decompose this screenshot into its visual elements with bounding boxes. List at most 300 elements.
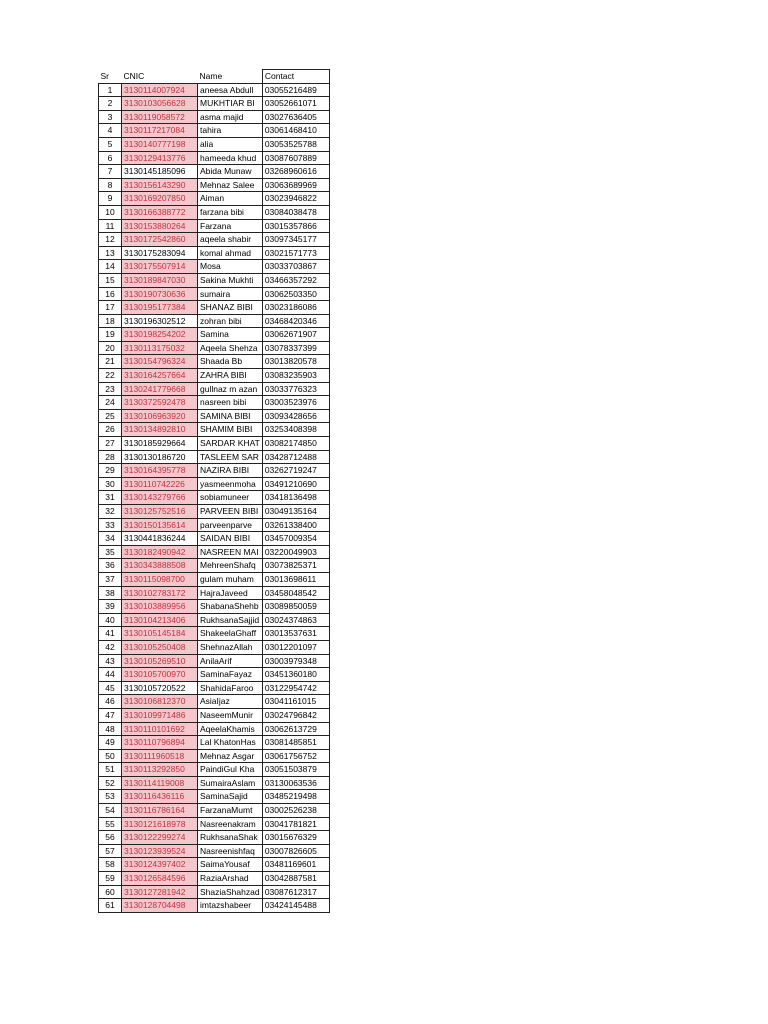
cell-cnic: 3130106812370 [122, 695, 198, 709]
table-row [99, 409, 330, 423]
header-cnic: CNIC [122, 70, 198, 84]
cell-sr: 35 [99, 545, 122, 559]
cell-sr: 10 [99, 205, 122, 219]
cell-name: NAZIRA BIBI [198, 464, 263, 478]
cell-name: SHAMIM BIBI [198, 423, 263, 437]
cell-sr: 18 [99, 314, 122, 328]
cell-contact: 03002526238 [262, 804, 329, 818]
table-row [99, 858, 330, 872]
cell-contact: 03466357292 [262, 273, 329, 287]
header-name: Name [198, 70, 263, 84]
table-row [99, 124, 330, 138]
cell-sr: 21 [99, 355, 122, 369]
header-row [99, 70, 330, 84]
table-row [99, 137, 330, 151]
cell-cnic: 3130116786164 [122, 804, 198, 818]
cell-name: gulam muham [198, 572, 263, 586]
table-row [99, 110, 330, 124]
cell-contact: 03062671907 [262, 328, 329, 342]
cell-cnic: 3130113175032 [122, 341, 198, 355]
cell-cnic: 3130110742226 [122, 477, 198, 491]
cell-sr: 32 [99, 505, 122, 519]
cell-cnic: 3130140777198 [122, 137, 198, 151]
cell-sr: 51 [99, 763, 122, 777]
cell-sr: 4 [99, 124, 122, 138]
cell-name: farzana bibi [198, 205, 263, 219]
cell-contact: 03012201097 [262, 640, 329, 654]
cell-sr: 52 [99, 776, 122, 790]
cell-sr: 27 [99, 437, 122, 451]
cell-contact: 03053525788 [262, 137, 329, 151]
cell-sr: 9 [99, 192, 122, 206]
cell-sr: 59 [99, 872, 122, 886]
cell-sr: 38 [99, 586, 122, 600]
cell-name: AqeelaKhamis [198, 722, 263, 736]
cell-name: RaziaArshad [198, 872, 263, 886]
cell-cnic: 3130185929664 [122, 437, 198, 451]
cell-name: AsiaIjaz [198, 695, 263, 709]
table-row [99, 192, 330, 206]
table-row [99, 273, 330, 287]
cell-name: ShakeelaGhaff [198, 627, 263, 641]
cell-sr: 31 [99, 491, 122, 505]
cell-cnic: 3130111960518 [122, 749, 198, 763]
table-row [99, 722, 330, 736]
cell-cnic: 3130134892810 [122, 423, 198, 437]
cell-cnic: 3130372592478 [122, 396, 198, 410]
cell-sr: 29 [99, 464, 122, 478]
cell-contact: 03457009354 [262, 532, 329, 546]
cell-cnic: 3130105720522 [122, 681, 198, 695]
cell-name: aqeela shabir [198, 233, 263, 247]
cell-sr: 8 [99, 178, 122, 192]
cell-sr: 34 [99, 532, 122, 546]
cell-name: Mehnaz Asgar [198, 749, 263, 763]
cell-name: SaminaSajid [198, 790, 263, 804]
cell-cnic: 3130164257664 [122, 369, 198, 383]
cell-cnic: 3130104213406 [122, 613, 198, 627]
cell-name: RukhsanaSajjid [198, 613, 263, 627]
cell-cnic: 3130156143290 [122, 178, 198, 192]
table-row [99, 532, 330, 546]
cell-sr: 50 [99, 749, 122, 763]
table-row [99, 233, 330, 247]
cell-name: Abida Munaw [198, 165, 263, 179]
header-sr: Sr [99, 70, 122, 84]
cell-contact: 03262719247 [262, 464, 329, 478]
table-row [99, 423, 330, 437]
cell-sr: 33 [99, 518, 122, 532]
table-row [99, 505, 330, 519]
table-row [99, 872, 330, 886]
cell-contact: 03041781821 [262, 817, 329, 831]
cell-name: SumairaAslam [198, 776, 263, 790]
table-row [99, 464, 330, 478]
cell-cnic: 3130441836244 [122, 532, 198, 546]
cell-name: SAIDAN BIBI [198, 532, 263, 546]
cell-sr: 15 [99, 273, 122, 287]
cell-name: Farzana [198, 219, 263, 233]
cell-name: sobiamuneer [198, 491, 263, 505]
cell-sr: 49 [99, 736, 122, 750]
table-row [99, 776, 330, 790]
cell-contact: 03078337399 [262, 341, 329, 355]
table-row [99, 885, 330, 899]
table-row [99, 396, 330, 410]
cell-cnic: 3130124397402 [122, 858, 198, 872]
table-body [99, 83, 330, 912]
cell-contact: 03007826605 [262, 844, 329, 858]
table-row [99, 314, 330, 328]
cell-sr: 57 [99, 844, 122, 858]
cell-sr: 41 [99, 627, 122, 641]
cell-sr: 45 [99, 681, 122, 695]
cell-name: sumaira [198, 287, 263, 301]
cell-contact: 03042887581 [262, 872, 329, 886]
cell-cnic: 3130110796894 [122, 736, 198, 750]
table-header [99, 70, 330, 84]
cell-sr: 3 [99, 110, 122, 124]
cell-cnic: 3130130186720 [122, 450, 198, 464]
cell-sr: 23 [99, 382, 122, 396]
cell-sr: 12 [99, 233, 122, 247]
cell-sr: 46 [99, 695, 122, 709]
table-row [99, 749, 330, 763]
cell-contact: 03052661071 [262, 97, 329, 111]
cell-cnic: 3130117217084 [122, 124, 198, 138]
cell-contact: 03023946822 [262, 192, 329, 206]
cell-contact: 03013820578 [262, 355, 329, 369]
table-row [99, 491, 330, 505]
cell-contact: 03087607889 [262, 151, 329, 165]
cell-contact: 03458048542 [262, 586, 329, 600]
cell-sr: 1 [99, 83, 122, 97]
table-row [99, 437, 330, 451]
cell-name: imtazshabeer [198, 899, 263, 913]
cell-contact: 03083235903 [262, 369, 329, 383]
cell-name: SaimaYousaf [198, 858, 263, 872]
cell-sr: 36 [99, 559, 122, 573]
cell-contact: 03468420346 [262, 314, 329, 328]
table-row [99, 178, 330, 192]
cell-cnic: 3130125752516 [122, 505, 198, 519]
table-row [99, 831, 330, 845]
cell-sr: 16 [99, 287, 122, 301]
table-row [99, 627, 330, 641]
cell-sr: 7 [99, 165, 122, 179]
cell-name: alia [198, 137, 263, 151]
cell-name: nasreen bibi [198, 396, 263, 410]
cell-name: Shaada Bb [198, 355, 263, 369]
cell-contact: 03481169601 [262, 858, 329, 872]
cell-contact: 03003979348 [262, 654, 329, 668]
cell-cnic: 3130143279766 [122, 491, 198, 505]
cell-contact: 03024374863 [262, 613, 329, 627]
cell-contact: 03122954742 [262, 681, 329, 695]
table-row [99, 572, 330, 586]
cell-name: SHANAZ BIBI [198, 301, 263, 315]
cell-contact: 03485219498 [262, 790, 329, 804]
table-row [99, 97, 330, 111]
table-row [99, 341, 330, 355]
table-row [99, 369, 330, 383]
table-row [99, 260, 330, 274]
cell-cnic: 3130105269510 [122, 654, 198, 668]
cell-contact: 03033703867 [262, 260, 329, 274]
cell-contact: 03424145488 [262, 899, 329, 913]
cell-contact: 03055216489 [262, 83, 329, 97]
table-row [99, 205, 330, 219]
table-row [99, 613, 330, 627]
cell-sr: 47 [99, 708, 122, 722]
cell-name: AnilaArif [198, 654, 263, 668]
cell-sr: 26 [99, 423, 122, 437]
cell-sr: 60 [99, 885, 122, 899]
cell-cnic: 3130169207850 [122, 192, 198, 206]
cell-contact: 03015357866 [262, 219, 329, 233]
cell-contact: 03051503879 [262, 763, 329, 777]
cell-contact: 03253408398 [262, 423, 329, 437]
cell-sr: 54 [99, 804, 122, 818]
cell-name: yasmeenmoha [198, 477, 263, 491]
cell-contact: 03063689969 [262, 178, 329, 192]
table-row [99, 668, 330, 682]
table-row [99, 600, 330, 614]
cell-name: Nasreenishfaq [198, 844, 263, 858]
cell-name: gullnaz m azan [198, 382, 263, 396]
cell-name: RukhsanaShak [198, 831, 263, 845]
cell-cnic: 3130241779668 [122, 382, 198, 396]
cell-cnic: 3130129413776 [122, 151, 198, 165]
cell-name: PaindiGul Kha [198, 763, 263, 777]
cell-sr: 40 [99, 613, 122, 627]
table-row [99, 899, 330, 913]
cell-sr: 58 [99, 858, 122, 872]
cell-cnic: 3130175507914 [122, 260, 198, 274]
cell-name: parveenparve [198, 518, 263, 532]
cell-cnic: 3130164395778 [122, 464, 198, 478]
cell-cnic: 3130109971486 [122, 708, 198, 722]
cell-sr: 37 [99, 572, 122, 586]
cell-sr: 13 [99, 246, 122, 260]
cell-cnic: 3130113292850 [122, 763, 198, 777]
cell-name: PARVEEN BIBI [198, 505, 263, 519]
cell-cnic: 3130105250408 [122, 640, 198, 654]
cell-contact: 03130063536 [262, 776, 329, 790]
cell-name: Mosa [198, 260, 263, 274]
cell-name: ShabanaShehb [198, 600, 263, 614]
cell-contact: 03061756752 [262, 749, 329, 763]
cell-cnic: 3130198254202 [122, 328, 198, 342]
table-row [99, 681, 330, 695]
table-row [99, 287, 330, 301]
cell-name: ZAHRA BIBI [198, 369, 263, 383]
cell-name: Aqeela Shehza [198, 341, 263, 355]
cell-contact: 03093428656 [262, 409, 329, 423]
cell-cnic: 3130122299274 [122, 831, 198, 845]
cell-name: ShahidaFaroo [198, 681, 263, 695]
cell-sr: 2 [99, 97, 122, 111]
cell-contact: 03033776323 [262, 382, 329, 396]
table-row [99, 328, 330, 342]
cell-cnic: 3130154796324 [122, 355, 198, 369]
cell-contact: 03081485851 [262, 736, 329, 750]
cell-contact: 03428712488 [262, 450, 329, 464]
table-row [99, 695, 330, 709]
cell-name: NaseemMunir [198, 708, 263, 722]
table-row [99, 654, 330, 668]
cell-cnic: 3130115098700 [122, 572, 198, 586]
cell-name: SAMINA BIBI [198, 409, 263, 423]
cell-contact: 03049135164 [262, 505, 329, 519]
cell-name: komal ahmad [198, 246, 263, 260]
table-row [99, 477, 330, 491]
cell-cnic: 3130172542860 [122, 233, 198, 247]
header-contact: Contact [262, 70, 329, 84]
table-row [99, 450, 330, 464]
cell-cnic: 3130119058572 [122, 110, 198, 124]
cell-contact: 03062613729 [262, 722, 329, 736]
cell-sr: 14 [99, 260, 122, 274]
cell-name: HajraJaveed [198, 586, 263, 600]
cell-sr: 28 [99, 450, 122, 464]
table-row [99, 586, 330, 600]
cell-cnic: 3130145185096 [122, 165, 198, 179]
cell-cnic: 3130128704498 [122, 899, 198, 913]
table-row [99, 736, 330, 750]
cell-sr: 48 [99, 722, 122, 736]
cell-sr: 42 [99, 640, 122, 654]
cell-cnic: 3130106963920 [122, 409, 198, 423]
cell-contact: 03041161015 [262, 695, 329, 709]
table-row [99, 355, 330, 369]
cell-contact: 03027636405 [262, 110, 329, 124]
table-row [99, 763, 330, 777]
cell-cnic: 3130103889956 [122, 600, 198, 614]
cell-contact: 03073825371 [262, 559, 329, 573]
cell-name: asma majid [198, 110, 263, 124]
cell-contact: 03084038478 [262, 205, 329, 219]
cell-cnic: 3130103056628 [122, 97, 198, 111]
cell-contact: 03062503350 [262, 287, 329, 301]
cell-contact: 03087612317 [262, 885, 329, 899]
cell-name: Mehnaz Salee [198, 178, 263, 192]
cell-name: SaminaFayaz [198, 668, 263, 682]
cell-cnic: 3130195177384 [122, 301, 198, 315]
cell-cnic: 3130190730636 [122, 287, 198, 301]
cell-sr: 44 [99, 668, 122, 682]
table-row [99, 83, 330, 97]
table-row [99, 151, 330, 165]
cell-name: Sakina Mukhti [198, 273, 263, 287]
cell-contact: 03418136498 [262, 491, 329, 505]
cell-contact: 03097345177 [262, 233, 329, 247]
cell-name: hameeda khud [198, 151, 263, 165]
cell-contact: 03021571773 [262, 246, 329, 260]
cell-contact: 03023186086 [262, 301, 329, 315]
cell-name: ShehnazAllah [198, 640, 263, 654]
cell-cnic: 3130189847030 [122, 273, 198, 287]
cell-sr: 6 [99, 151, 122, 165]
cell-contact: 03261338400 [262, 518, 329, 532]
table-row [99, 301, 330, 315]
cell-cnic: 3130121618978 [122, 817, 198, 831]
cell-cnic: 3130343888508 [122, 559, 198, 573]
table-row [99, 545, 330, 559]
cell-cnic: 3130102783172 [122, 586, 198, 600]
cell-contact: 03061468410 [262, 124, 329, 138]
cell-cnic: 3130150135614 [122, 518, 198, 532]
cell-cnic: 3130126584596 [122, 872, 198, 886]
cell-sr: 56 [99, 831, 122, 845]
cell-contact: 03268960616 [262, 165, 329, 179]
cell-name: aneesa Abdull [198, 83, 263, 97]
cell-name: NASREEN MAI [198, 545, 263, 559]
cell-sr: 25 [99, 409, 122, 423]
table-row [99, 817, 330, 831]
cell-name: TASLEEM SAR [198, 450, 263, 464]
cell-cnic: 3130105145184 [122, 627, 198, 641]
cell-cnic: 3130114007924 [122, 83, 198, 97]
table-row [99, 165, 330, 179]
cell-name: Nasreenakram [198, 817, 263, 831]
cell-sr: 30 [99, 477, 122, 491]
cell-cnic: 3130110101692 [122, 722, 198, 736]
cell-cnic: 3130175283094 [122, 246, 198, 260]
cell-name: MehreenShafq [198, 559, 263, 573]
table-row [99, 382, 330, 396]
cell-contact: 03013698611 [262, 572, 329, 586]
cell-cnic: 3130116436116 [122, 790, 198, 804]
table-row [99, 246, 330, 260]
cell-contact: 03015676329 [262, 831, 329, 845]
cell-name: zohran bibi [198, 314, 263, 328]
cell-sr: 39 [99, 600, 122, 614]
cell-cnic: 3130166388772 [122, 205, 198, 219]
table-row [99, 790, 330, 804]
cell-name: MUKHTIAR BI [198, 97, 263, 111]
cell-sr: 61 [99, 899, 122, 913]
cell-name: ShaziaShahzad [198, 885, 263, 899]
cell-sr: 19 [99, 328, 122, 342]
cell-contact: 03082174850 [262, 437, 329, 451]
cell-name: Samina [198, 328, 263, 342]
cell-cnic: 3130196302512 [122, 314, 198, 328]
cell-sr: 20 [99, 341, 122, 355]
cell-sr: 11 [99, 219, 122, 233]
table-row [99, 844, 330, 858]
cell-contact: 03013537631 [262, 627, 329, 641]
cell-sr: 55 [99, 817, 122, 831]
cell-sr: 43 [99, 654, 122, 668]
cell-contact: 03451360180 [262, 668, 329, 682]
table-row [99, 219, 330, 233]
table-row [99, 708, 330, 722]
cell-sr: 5 [99, 137, 122, 151]
cell-contact: 03220049903 [262, 545, 329, 559]
cell-contact: 03491210690 [262, 477, 329, 491]
cell-sr: 22 [99, 369, 122, 383]
cell-cnic: 3130123939524 [122, 844, 198, 858]
cell-cnic: 3130153880264 [122, 219, 198, 233]
cell-cnic: 3130127281942 [122, 885, 198, 899]
table-row [99, 518, 330, 532]
cell-contact: 03003523976 [262, 396, 329, 410]
cell-cnic: 3130114119008 [122, 776, 198, 790]
cell-name: Lal KhatonHas [198, 736, 263, 750]
table-row [99, 640, 330, 654]
cell-cnic: 3130105700970 [122, 668, 198, 682]
